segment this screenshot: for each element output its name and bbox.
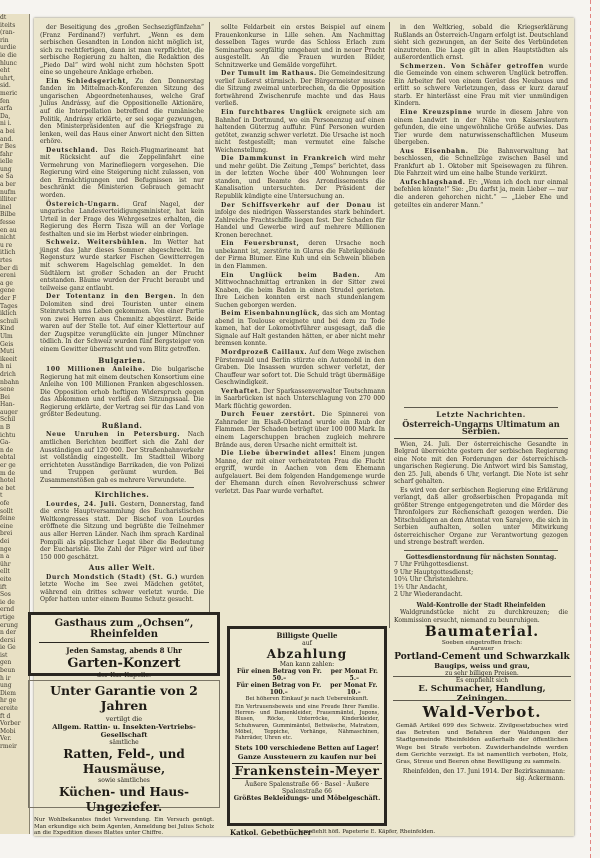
adjacent-page-text-fragment: Han- [0,401,15,409]
adjacent-page-text-fragment: arfa [0,105,13,113]
article-body: Im Wetter hat jüngst das Jahr dieses Sommer abgeschreckt. Im Regensturz wurde starker Fischen Gewitterregen mit schwerem Hagelschlag gemeldet. In den Südtälern ist großer Schaden an der Frucht entstanden. Bäume wurden der Frucht beraubt und teilweise ganz entlaubt. [40,239,204,292]
adjacent-page-text-fragment: ist [0,651,8,659]
adjacent-page-text-fragment: hlunc [0,59,17,67]
adjacent-page-text-fragment: eite [0,575,12,583]
section-heading-russland: Rußland. [101,420,143,430]
adjacent-page-text-fragment: Kind [0,325,15,333]
article [40,574,204,604]
adjacent-page-text-fragment: fahr [0,150,13,158]
adjacent-page-text-fragment: nbahn [0,378,20,386]
section-heading-bulgarien: Bulgarien. [98,355,146,365]
adjacent-page-text-fragment: rin [0,36,9,44]
adjacent-page-text-fragment: hotel [0,477,16,485]
ad-title: Unter Garantie von 2 Jahren [50,683,198,713]
forest-control-text: Waldgrundstücke nicht zu durchkreuzen; die Kommission ersucht, niemand zu beunruhigen. [394,609,568,624]
article-lead: Der Tumult im Rathaus. [221,70,317,78]
adjacent-page-text-fragment: er ge [0,462,16,470]
article [215,70,385,108]
adjacent-page-text-fragment: Ga- [0,439,11,447]
adjacent-page-text-fragment: beun [0,667,16,675]
adjacent-page-text-fragment: n B [0,424,11,432]
ad-line: Baugips, weiss und grau, [434,662,530,670]
adjacent-page-text-fragment: itlich [0,249,16,257]
adjacent-page-text-fragment: n a [0,553,10,561]
adjacent-page-text-fragment: ie die [0,51,17,59]
adjacent-page-text-fragment: nufm [0,188,16,196]
headline-ultimatum: Österreich-Ungarns Ultimatum an Serbien. [394,421,568,439]
adjacent-page-text-fragment: r Bes [0,143,16,151]
ad-main: Küchen- und Haus-Ungeziefer. [58,785,190,814]
article [394,179,568,209]
forest-control-notice: Wald-Kontrolle der Stadt Rheinfelden [416,601,546,609]
article [215,310,385,348]
ad-gebetbuecher-sub: empfiehlt höfl. Papeterie E. Käpfer, Rheinfelden. [300,829,436,835]
article-body: wurde die Gemeinde von einem schweren Unglück betroffen. Ein Arbeiter fiel von einem Gerüst des Neubaues und erlitt so schwere Verletzungen, dass er kurz darauf starb. Er hinterlässt eine Frau mit vier unmündigen Kindern. [394,62,569,108]
ad-pest-control [28,680,220,836]
ad-gasthaus-ochsen [28,612,220,679]
ad-line: sämtliche [109,739,139,746]
adjacent-page-text-fragment: rmeir [0,743,17,750]
adjacent-page-text-fragment: Ulm [0,332,13,340]
adjacent-page-text-fragment: a ge [0,279,13,287]
adjacent-page-text-fragment: ber di [0,264,18,272]
adjacent-page-text-fragment: Vorber [0,720,21,728]
article-lead: 100 Millionen Anleihe. [46,366,146,374]
service-order-title: Gottesdienstordnung für nächsten Sonntag. [405,553,557,561]
article-body: ereignete sich am Bahnhof in Dortmund, wo ein Personenzug auf einen haltenden Güterzug auffuhr. Fünf Personen wurden getötet, zwanzig schwer verletzt. Die Ursache ist noch nicht festgestellt; man vermutet eine falsche Weichenstellung. [215,109,386,154]
article-body: wird mehr und mehr geübt. Die Zeitung „Temps“ berichtet, dass in der letzten Woche über 400 Wohnungen leer standen, und Beamte des Arrondissements die Kanalisation untersuchten. Der Präsident der Republik kündigte eine Untersuchung an. [215,155,386,201]
ad-schumacher [393,676,571,704]
adjacent-page-text-fragment: ie de [0,598,15,606]
article-lead: Aufschlagshand. [400,178,466,186]
adjacent-page-text-fragment: rtes [0,257,12,264]
adjacent-page-text-fragment: eht [0,67,10,75]
ad-line: Aarauer [470,646,494,652]
ad-address: Äußere Spalenstraße 66 · Basel · Äußere Spalenstraße 66 [244,781,370,796]
article [40,293,204,353]
adjacent-page-text-fragment: (ran- [0,29,15,37]
article [40,78,204,146]
article-lead: Ein Schiedsgericht, [46,77,129,85]
adjacent-page-text-fragment: Diem [0,689,16,697]
ad-company: Allgem. Rattin- u. Insekten-Vertriebs-Gesellschaft [52,723,196,739]
ad-text: Gemäß Artikel 699 des Schweiz. Zivilgesetzbuches wird das Betreten und Befahren der Waldungen der Stadtgemeinde Rheinfelden außerhalb der öffentlichen Wege bei Strafe verboten. Zuwiderhandelnde werden dem Gerichte verzeigt. Es ist namentlich verboten, Holz, Gras, Streue und Beeren ohne Bewilligung zu sammeln. [396,723,568,766]
article-lead: Verhaftet. [221,387,261,395]
adjacent-page-text-fragment: u re [0,241,13,249]
ad-fine-print: Nur Wohlbekanntes findet Verwendung. Ein Versuch genügt. Man erkundige sich beim Agenten, Anmeldung bei Julius Scholz an die Expedition dieses Blattes unter Chiffre. [34,817,214,836]
article-body: Graf Nagel, der ungarische Landesverteidigungsminister, hat kein Urteil in der Frage des Wehrgesetzes erhalten, die Regierung des Herrn Tisza will an der Vorlage festhalten und sie im Herbst wieder einbringen. [40,200,204,238]
adjacent-page-text-fragment: gen [0,659,12,667]
adjacent-page-text-fragment: sid. [0,82,11,90]
ad-note: Bei höheren Einkauf je nach Uebereinkunft. [245,696,369,702]
ad-shop-name: Frankenstein-Meyer [232,763,382,779]
ad-line: sowie sämtliches [98,777,150,784]
adjacent-page-text-fragment: rtige [0,613,15,621]
article-lead: Deutschland. [46,146,99,154]
article-lead: Schweiz. Weitersbühlen. [46,239,148,247]
article-body: Gestern, Donnerstag, fand die erste Hauptversammlung des Eucharistischen Weltkongresses statt. Der Bischof von Lourdes eröffnete die Sitzung und begrüßte die Teilnehmer aus aller Herren Länder. Nach ihm sprach Kardinal Pompili als päpstlicher Legat über die Bedeutung der Eucharistie. Die Zahl der Pilger wird auf über 150 000 geschätzt. [40,500,204,561]
adjacent-page-strip [0,14,30,834]
article [40,239,204,292]
ad-frankenstein-meyer [227,626,387,826]
article-lead: Mordprozeß Caillaux. [221,348,308,356]
service-item: 1½ Uhr Andacht, [394,583,448,591]
adjacent-page-text-fragment: dt [0,14,7,21]
ad-title: Baumaterial. [424,624,540,640]
article-body: Das Reich-Flugmarineamt hat mit Rücksicht auf die Zeppelinfahrt eine Vermehrung von Marinefliegern vorgesehen. Die Regierung wird eine Steigerung nicht zulassen, von den Ermächtigungen und Befugnissen ist nur beschränkt die Ministerien Gebrauch gemacht worden. [40,146,204,200]
ad-title: Abzahlung [266,647,348,661]
article [394,109,568,147]
article-body: Es wird von der serbischen Regierung eine Erklärung verlangt, daß aller großserbischen Propaganda mit größter Strenge entgegengetreten und die Mörder des Thronfolgers zur Rechenschaft gezogen werden. Die Mitschuldigen an dem Attentat von Sarajevo, die sich in Serbien aufhalten, sollen unter Mitwirkung österreichischer Organe zur Verantwortung gezogen und strenge bestraft werden. [394,486,568,546]
ad-stock: Stets 100 verschiedene Betten auf Lager! [235,745,379,753]
article [215,202,385,240]
adjacent-page-text-fragment: iklich [0,310,17,318]
adjacent-page-text-fragment: Mobi [0,727,16,735]
article [40,147,204,200]
price-amount: Für einen Betrag von Fr. 50.– [236,668,322,682]
ad-top: Billigste Quelle [276,631,338,640]
margin-guide-line [590,0,591,858]
adjacent-page-text-fragment: e Sa [0,173,14,181]
ad-line: Soeben eingetroffen frisch: [441,640,523,646]
adjacent-page-text-fragment: Bilbe [0,211,16,219]
article-lead: Ein furchtbares Unglück [221,109,323,117]
ad-main: Portland-Cement und Schwarzkalk [394,652,570,662]
adjacent-page-text-fragment: inel [0,203,12,211]
adjacent-page-text-fragment: ebtal [0,454,16,462]
article-body: ist infolge des niedrigen Wasserstandes stark behindert. Zahlreiche Frachtschiffe liegen fest. Der Schaden für Handel und Gewerbe wird auf mehrere Millionen Kronen berechnet. [215,201,385,239]
adjacent-page-text-fragment: brei [0,530,13,538]
article [215,349,385,387]
adjacent-page-text-fragment: ung [0,682,12,690]
ad-main: E. Schumacher, Handlung, Zeiningen. [418,684,546,704]
article-body: Einem jungen Manne, der mit einer verheirateten Frau die Flucht ergriff, wurde in Aachen von dem Ehemann aufgelauert. Bei dem folgenden Handgemenge wurde der Ehemann durch einen Revolverschuss schwer verletzt. Das Paar wurde verhaftet. [215,450,385,495]
adjacent-page-text-fragment: ung [0,165,12,173]
adjacent-page-text-fragment: h ni [0,363,12,371]
adjacent-page-text-fragment: ereni [0,272,16,280]
article [215,411,385,449]
ad-main: Garten-Konzert [67,656,181,671]
adjacent-page-text-fragment: fesse [0,219,16,227]
adjacent-page-text-fragment: fen [0,97,10,105]
price-row [232,682,382,696]
article-body: Der Sparkassenverwalter Teutschmann in Saarbrücken ist nach Unterschlagung von 270 000 Mark flüchtig geworden. [215,387,385,410]
ad-gebetbuecher: Katkol. Gebetbücher [230,828,312,837]
article-body: Die Gemeindesitzung verlief äußerst stürmisch. Der Bürgermeister musste die Sitzung zweimal unterbrechen, da die Opposition fortwährend Zwischenrufe machte und das Haus verließ. [215,70,385,108]
ad-line: Es empfiehlt sich [455,677,509,684]
adjacent-page-text-fragment: ielle [0,158,13,166]
adjacent-page-text-fragment: feine [0,515,16,523]
adjacent-page-text-fragment: t [0,492,3,500]
article-intro: in den Weltkrieg, sobald die Kriegserklärung Rußlands an Österreich-Ungarn erfolgt ist. Deutschland sieht sich gezwungen, an der Seite des Verbündeten einzutreten. Die Lage gilt in allen Hauptstädten als außerordentlich ernst. [394,24,568,62]
adjacent-page-text-fragment: ift [0,583,7,591]
adjacent-page-text-fragment: dersi [0,636,16,644]
section-heading-aus-aller-welt: Aus aller Welt. [88,563,156,573]
ad-title: Gasthaus zum „Ochsen“, Rheinfelden [39,618,209,643]
ad-fine-print: Ein Vertrauensbeweis und eine Freude Ihrer Familie. Herren- und Damenkleider, Frauenmäntel, Jupons, Blusen, Röcke, Unterröcke, Kinderkleider, Schuhwaren, Gummimäntel, Bettwäsche, Matratzen, Möbel, Teppiche, Vorhänge, Nähmaschinen, Fahrräder, Uhren etc. [235,704,379,742]
article [40,366,204,419]
article-lead: Östereich-Ungarn. [46,200,120,208]
ad-signature: Rheinfelden, den 17. Juni 1914. Der Bezirksammann: sig. Ackermann. [402,768,565,783]
adjacent-page-text-fragment: ikeeit [0,355,17,363]
adjacent-page-text-fragment: Da, [0,112,11,120]
column-3 [394,24,568,404]
adjacent-page-text-fragment: ichtu [0,431,16,439]
adjacent-page-text-fragment: urdie [0,44,17,52]
ad-baumaterial [393,624,571,677]
article [40,201,204,239]
ad-wald-verbot [393,700,571,820]
adjacent-page-text-fragment: hr ge [0,697,17,705]
adjacent-page-text-fragment: gene [0,287,15,295]
adjacent-page-text-fragment: ofe [0,500,10,507]
ad-when: Jeden Samstag, abends 8 Uhr [66,646,182,655]
column-divider [209,22,210,628]
article-lead: Ein Unglück beim Baden. [221,271,361,279]
article [215,109,385,154]
service-item: 10¼ Uhr Christenlehre. [394,576,468,583]
ad-line: vertilgt die [105,715,143,723]
adjacent-page-text-fragment: erung [0,621,18,629]
adjacent-page-text-fragment: ühr [0,560,11,568]
section-heading-letzte-nachrichten: Letzte Nachrichten. [436,410,526,419]
article-body: Die Spinnerei von Zahnrader im Elsaß-Oberland wurde ein Raub der Flammen. Der Schaden beträgt über 100 000 Mark. In einem Lagerschuppen brachen zugleich mehrere Brände aus, deren Ursache nicht ermittelt ist. [215,411,385,449]
adjacent-page-text-fragment: m de [0,469,15,477]
adjacent-page-text-fragment: n der [0,629,17,637]
section-heading-kirchliches: Kirchliches. [94,490,150,500]
article-body: Am Mittwochnachmittag ertranken in der Sitter zwei Knaben, die beim Baden in einen Strudel gerieten. Ihre Leichen konnten erst nach stundenlangem Suchen geborgen werden. [215,271,385,309]
article-body: In den Dolomiten sind drei Touristen unter einem Steinrutsch ums Leben gekommen. Von einer Partie von zwei Herren aus Chemnitz abgestürzt. Beide waren auf der Stelle tot. Auf einer Klettertour auf der Zugspitze verunglückte ein junger Münchner tödlich. In der Schweiz wurden fünf Bergsteiger von einem Gewitter überrascht und vom Blitz getroffen. [40,293,205,353]
adjacent-page-text-fragment: illiter [0,196,17,204]
adjacent-page-text-fragment: Sos [0,591,11,599]
article-body: das sich am Montag abend in Toulouse ereignete und bei dem zu Tode kamen, hat der Lokomotivführer ausgesagt, daß die Signale auf Halt gestanden hätten, er aber nicht mehr bremsen konnte. [215,310,385,348]
adjacent-page-text-fragment: a ber [0,181,16,189]
adjacent-page-text-fragment: der F [0,294,17,302]
article-lead: Die Liebe überwindet alles! [221,450,337,458]
article-lead: Schmerzen. Von Schäfer getroffen [400,62,544,70]
adjacent-page-text-fragment: dei [0,537,10,545]
article-lead: Aus Eisenbahn. [400,147,469,155]
adjacent-page-text-fragment: h ir [0,674,11,682]
adjacent-page-text-fragment: ie Ge [0,644,16,652]
price-amount: Für einen Betrag von Fr. 100.– [236,682,322,696]
article-lead: Der Schiffsverkehr auf der Donau [221,201,372,209]
article [215,272,385,310]
adjacent-page-text-fragment: n de [0,446,14,454]
article [215,240,385,270]
ad-sub: der Kur-Kapelle. [96,671,152,679]
article [215,155,385,200]
article-lead: Neue Unruhen in Petersburg. [46,431,181,439]
adjacent-page-text-fragment: Tages [0,302,18,310]
article-lead: Ein Feuersbrunst, [221,240,300,248]
article [394,63,568,108]
adjacent-page-text-fragment: iteits [0,21,16,29]
article-body: Er: „Wenn ich doch nur einmal befehlen könnte!“ Sie: „Du darfst ja, mein Lieber — nur die anderen gehorchen nicht.“ — „Lieber Ehe und geteiltes ein anderer Mann.“ [394,178,568,209]
article-lead: Die Dammkunst in Frankreich [221,155,347,163]
article [215,388,385,411]
article-body: Wien, 24. Juli. Der österreichische Gesandte in Belgrad überreichte gestern der serbischen Regierung eine Note mit den Forderungen der österreichisch-ungarischen Regierung. Die Antwort wird bis Samstag, den 25. Juli, abends 6 Uhr, verlangt. Die Note ist sehr scharf gehalten. [394,440,568,485]
article-lead: Der Totentanz in den Bergen. [46,293,177,301]
article-body: deren Ursache noch unbekannt ist, zerstörte in Glarus die Fabrikgebäude der Firma Blumer. Eine Kuh und ein Schwein blieben in den Flammen. [215,240,385,270]
adjacent-page-text-fragment: eine [0,522,13,530]
price-row [232,668,382,682]
ad-title: Wald-Verbot. [422,703,542,721]
divider [50,487,194,488]
article-lead: Beim Eisenbahnunglück, [221,310,321,318]
ad-shop-tag: Ganze Aussteuern zu kaufen nur bei [237,753,377,762]
adjacent-page-text-fragment: auger [0,408,18,416]
adjacent-page-text-fragment: nge [0,545,12,553]
service-item: 9 Uhr Hauptgottesdienst; [394,568,474,576]
article-intro: sollte Feldarbeit ein erstes Beispiel auf einem Frauenkonkurse in Lille sehen. Am Nachmittag desselben Tages wurde das Schloss Erlach zum Seminarbau sorgfältig umgebaut und in neuer Pracht ausgestellt. An die Frauen wurden Bilder, Schnitzwerke und Gemälde vorgeführt. [215,24,385,69]
article-body: Die bulgarische Regierung hat mit einem deutschen Konsortium eine Anleihe von 100 Millionen Franken abgeschlossen. Die Opposition erhob heftigen Widerspruch gegen das Abkommen und verließ den Sitzungssaal. Die Regierung erklärte, der Vertrag sei für das Land von größter Bedeutung. [40,366,204,419]
service-item: 7 Uhr Frühgottesdienst. [394,561,469,568]
service-item: 2 Uhr Wiederandacht. [394,591,463,598]
article-lead: Durch Feuer zerstört. [221,411,316,419]
adjacent-page-text-fragment: uhrt, [0,74,15,82]
adjacent-page-text-fragment: schuli [0,317,19,325]
ad-line: zu sehr billigen Preisen. [445,670,519,677]
adjacent-page-text-fragment: en au [0,226,17,234]
price-monthly: per Monat Fr. 5.– [330,668,378,682]
article-body: Nach amtlichen Berichten beziffert sich die Zahl der Ausständigen auf 120 000. Der Straßenbahnverkehr ist vollständig eingestellt. Im Stadtteil Wiborg errichteten Ausständige Barrikaden, die von Polizei und Truppen geräumt wurden. Bei Zusammenstößen gab es mehrere Verwundete. [40,431,205,484]
adjacent-page-text-fragment: ni i. [0,120,12,128]
ad-house: Größtes Bekleidungs- und Möbelgeschäft. [233,795,381,803]
adjacent-page-text-fragment: ernd [0,606,15,614]
article-body: Die Bahnverwaltung hat beschlossen, die Schnellzüge zwischen Basel und Frankfurt ab 1. Oktober mit Speisewagen zu führen. Die Fahrzeit wird um eine halbe Stunde verkürzt. [394,147,568,178]
adjacent-page-text-fragment: Ver. [0,735,12,743]
column-1 [40,24,204,632]
adjacent-page-text-fragment: and. [0,135,14,143]
adjacent-page-text-fragment: nicht [0,234,16,242]
article [394,148,568,178]
price-monthly: per Monat Fr. 10.– [330,682,378,696]
adjacent-page-text-fragment: a bei [0,127,15,135]
article-lead: Eine Kreuzspinne [400,109,473,117]
adjacent-page-text-fragment: Muti [0,348,15,356]
divider [404,550,558,551]
adjacent-page-text-fragment: Schil [0,416,16,424]
article-body: Zu den Donnerstag fanden im Mittelmach-Konferenzen Sitzung des ungarischen Abgeordnetenhauses, welche Graf Julius Andrássy, auf die Oppositionelle Aktionäre, auf die Interpellation betreffend die rumänische Politik, Andrássy erklärte, er sei sogar gezwungen, den Ministerpräsidenten auf die Kriegsfrage zu lenken, weil das Haus einer Anwort nicht den Sitten erhöre. [40,77,205,146]
ad-sub: Man kann zahlen: [279,661,335,668]
adjacent-page-text-fragment: meric [0,89,18,97]
article-body: Auf dem Wege zwischen Fürstenwald und Berlin stürzte ein Automobil in den Graben. Die Insassen wurden schwer verletzt, der Chauffeur war sofort tot. Die Schuld trägt übermäßige Geschwindigkeit. [215,348,385,387]
article-intro: der Beseitigung des „großen Sechsezigfünfzehn“ (Franz Ferdinand?) verfuhrt. „Wenn es dem serbischen Gesandten in London nicht möglich ist, sich zu rechtfertigen, dann ist man verpflichtet, die serbische Regierung zu halten, die Redaktion des „Piedo Dal“ wird wohl nicht zum höchsten Spott eine so ungeheure Anklage erheben. [40,24,204,77]
adjacent-page-text-fragment: Bei [0,393,10,401]
article-body: wurde in diesem Jahre von einem Landwirt in der Nähe von Kaiserslautern gefunden, die eine ungewöhnliche Größe aufwies. Das Tier wurde dem naturwissenschaftlichen Museum übergeben. [394,109,568,147]
article [40,501,204,561]
article-body: wurden letzte Woche im See zwei Mädchen getötet, während ein drittes schwer verletzt wurde. Die Opfer hatten unter einem Baume Schutz gesucht. [40,573,204,604]
article-lead: Lourdes, 24. Juli. [46,500,118,508]
column-2 [215,24,385,632]
article [40,431,204,484]
adjacent-page-text-fragment: ft d [0,712,11,720]
ad-mid: auf [302,640,312,647]
latest-news-section [394,404,568,636]
article-lead: Durch Mondstich (Stadt) (St. G.) [46,573,179,581]
article [215,450,385,495]
column-divider [389,22,390,628]
adjacent-page-text-fragment: sene [0,386,15,394]
adjacent-page-text-fragment: drich [0,370,16,378]
adjacent-page-text-fragment: ellt [0,568,10,576]
adjacent-page-text-fragment: e bet [0,484,16,492]
adjacent-page-text-fragment: Geis [0,340,14,348]
adjacent-page-text-fragment: ereite [0,705,18,713]
adjacent-page-text-fragment: sollt [0,507,13,515]
ad-main: Ratten, Feld-, und Hausmäuse, [63,747,185,776]
divider [404,407,558,408]
